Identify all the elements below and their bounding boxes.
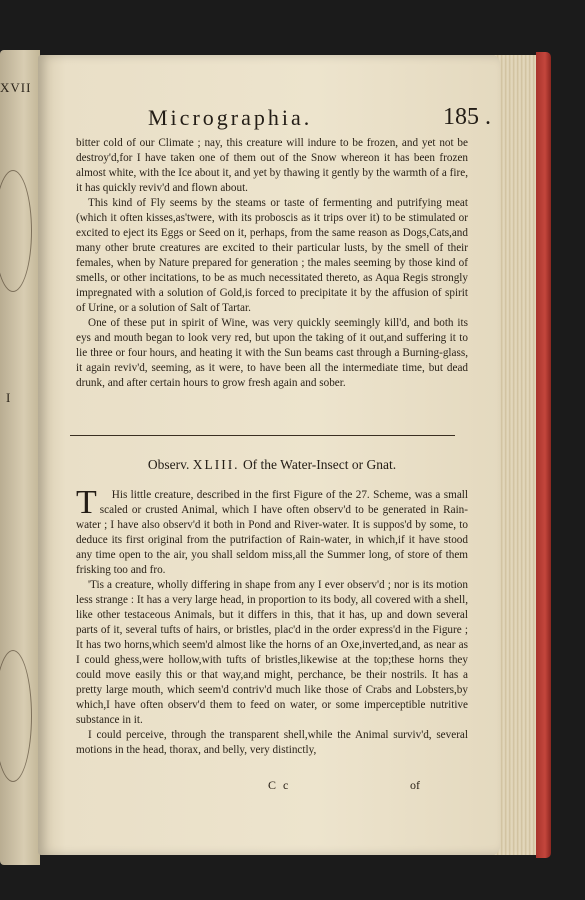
left-page-figure-label: I: [6, 390, 11, 405]
signature-mark: C c: [268, 778, 291, 792]
paragraph-1: bitter cold of our Climate ; nay, this creature will indure to be frozen, and yet not be destroy'd,for I have taken one of them out of the Snow whereon it has been frozen almost white, with the Ice about it, and yet by thawing it gently by the warmth of a fire, it has quickly reviv'd and flown about.: [76, 137, 468, 194]
paragraph-2: This kind of Fly seems by the steams or taste of fermenting and putrifying meat (which it often kisses,as'twere, with its proboscis as it trips over it) to be stimulated or excited to eject its Eggs or Seed on it, perhaps, from the same reason as Dogs,Cats,and many other brute creatures are excited to their particular lusts, by the smell of their females, when by Nature prepared for generation ; the males seeming by those kind of smells, or other incitations, to be as much necessitated thereto, as Aqua Regis strongly impregnated with a solution of Gold,is forced to precipitate it by the affusion of spirit of Urine, or a solution of Salt of Tartar.: [76, 197, 468, 314]
section-title: Of the Water-Insect or Gnat.: [242, 457, 397, 472]
running-title: Micrographia.: [148, 105, 313, 130]
book-cover-edge: [536, 52, 551, 858]
paragraph-3: One of these put in spirit of Wine, was very quickly seemingly kill'd, and both its eys and mouth began to look very red, but upon the taking of it out,and suffering it to lie three or four hours, and heating it with the Sun beams cast through a Burning-glass, it again reviv'd, seeming, as it were, to have been all the intermediate time, but dead drunk, and after certain hours to grow fresh again and sober.: [76, 317, 468, 389]
section-heading: [76, 457, 468, 473]
page-number: 185 .: [443, 104, 491, 130]
section-number: XLIII.: [192, 457, 240, 472]
section-paragraph-1: [76, 484, 468, 578]
section-paragraph-2: 'Tis a creature, wholly differing in shape from any I ever observ'd ; nor is its motion less strange : It has a very large head, in proportion to its body, all covered with a shell, like other testaceous Animals, but it differs in this, that it has, up and down several parts of it, several tufts of hairs, or bristles, plac'd in the order express'd in the Figure ; It has two horns,which seem'd almost like the horns of an Oxe,inverted,and, as near as I could ghess,were hollow,with tufts of bristles,likewise at the top;these horns they could move easily this or that way,and might, perchance, be their nostrils. It has a pretty large mouth, which seem'd contriv'd much like those of Crabs and Lobsters,by which,I have often observ'd them to feed on water, or some imperceptible nutritive substance in it.: [76, 579, 468, 726]
section-divider: [70, 435, 455, 436]
left-page-edge: [0, 50, 40, 865]
body-text-top: [76, 136, 468, 391]
section-paragraph-1-text: His little creature, described in the first Figure of the 27. Scheme, was a small scaled or crusted Animal, which I have often observ'd to be generated in Rain-water ; I have also observ'd it both in Pond and River-water. It is suppos'd by some, to deduce its first original from the putrifaction of Rain-water, in which,if it have stood any time open to the air, you shall seldom miss,all the Summer long, of store of them frisking too and fro.: [76, 489, 468, 576]
page-footer: [0, 778, 585, 798]
left-page-margin-text: XVII: [0, 80, 32, 95]
section-label: Observ.: [147, 457, 190, 472]
body-text-section: [76, 484, 468, 758]
left-page-sketch-lower: [0, 650, 32, 782]
section-paragraph-3: I could perceive, through the transparent shell,while the Animal surviv'd, several motions in the head, thorax, and belly, very distinctly,: [76, 729, 468, 756]
drop-cap: T: [76, 484, 97, 521]
left-page-sketch-upper: [0, 170, 32, 292]
catchword: of: [410, 778, 420, 792]
